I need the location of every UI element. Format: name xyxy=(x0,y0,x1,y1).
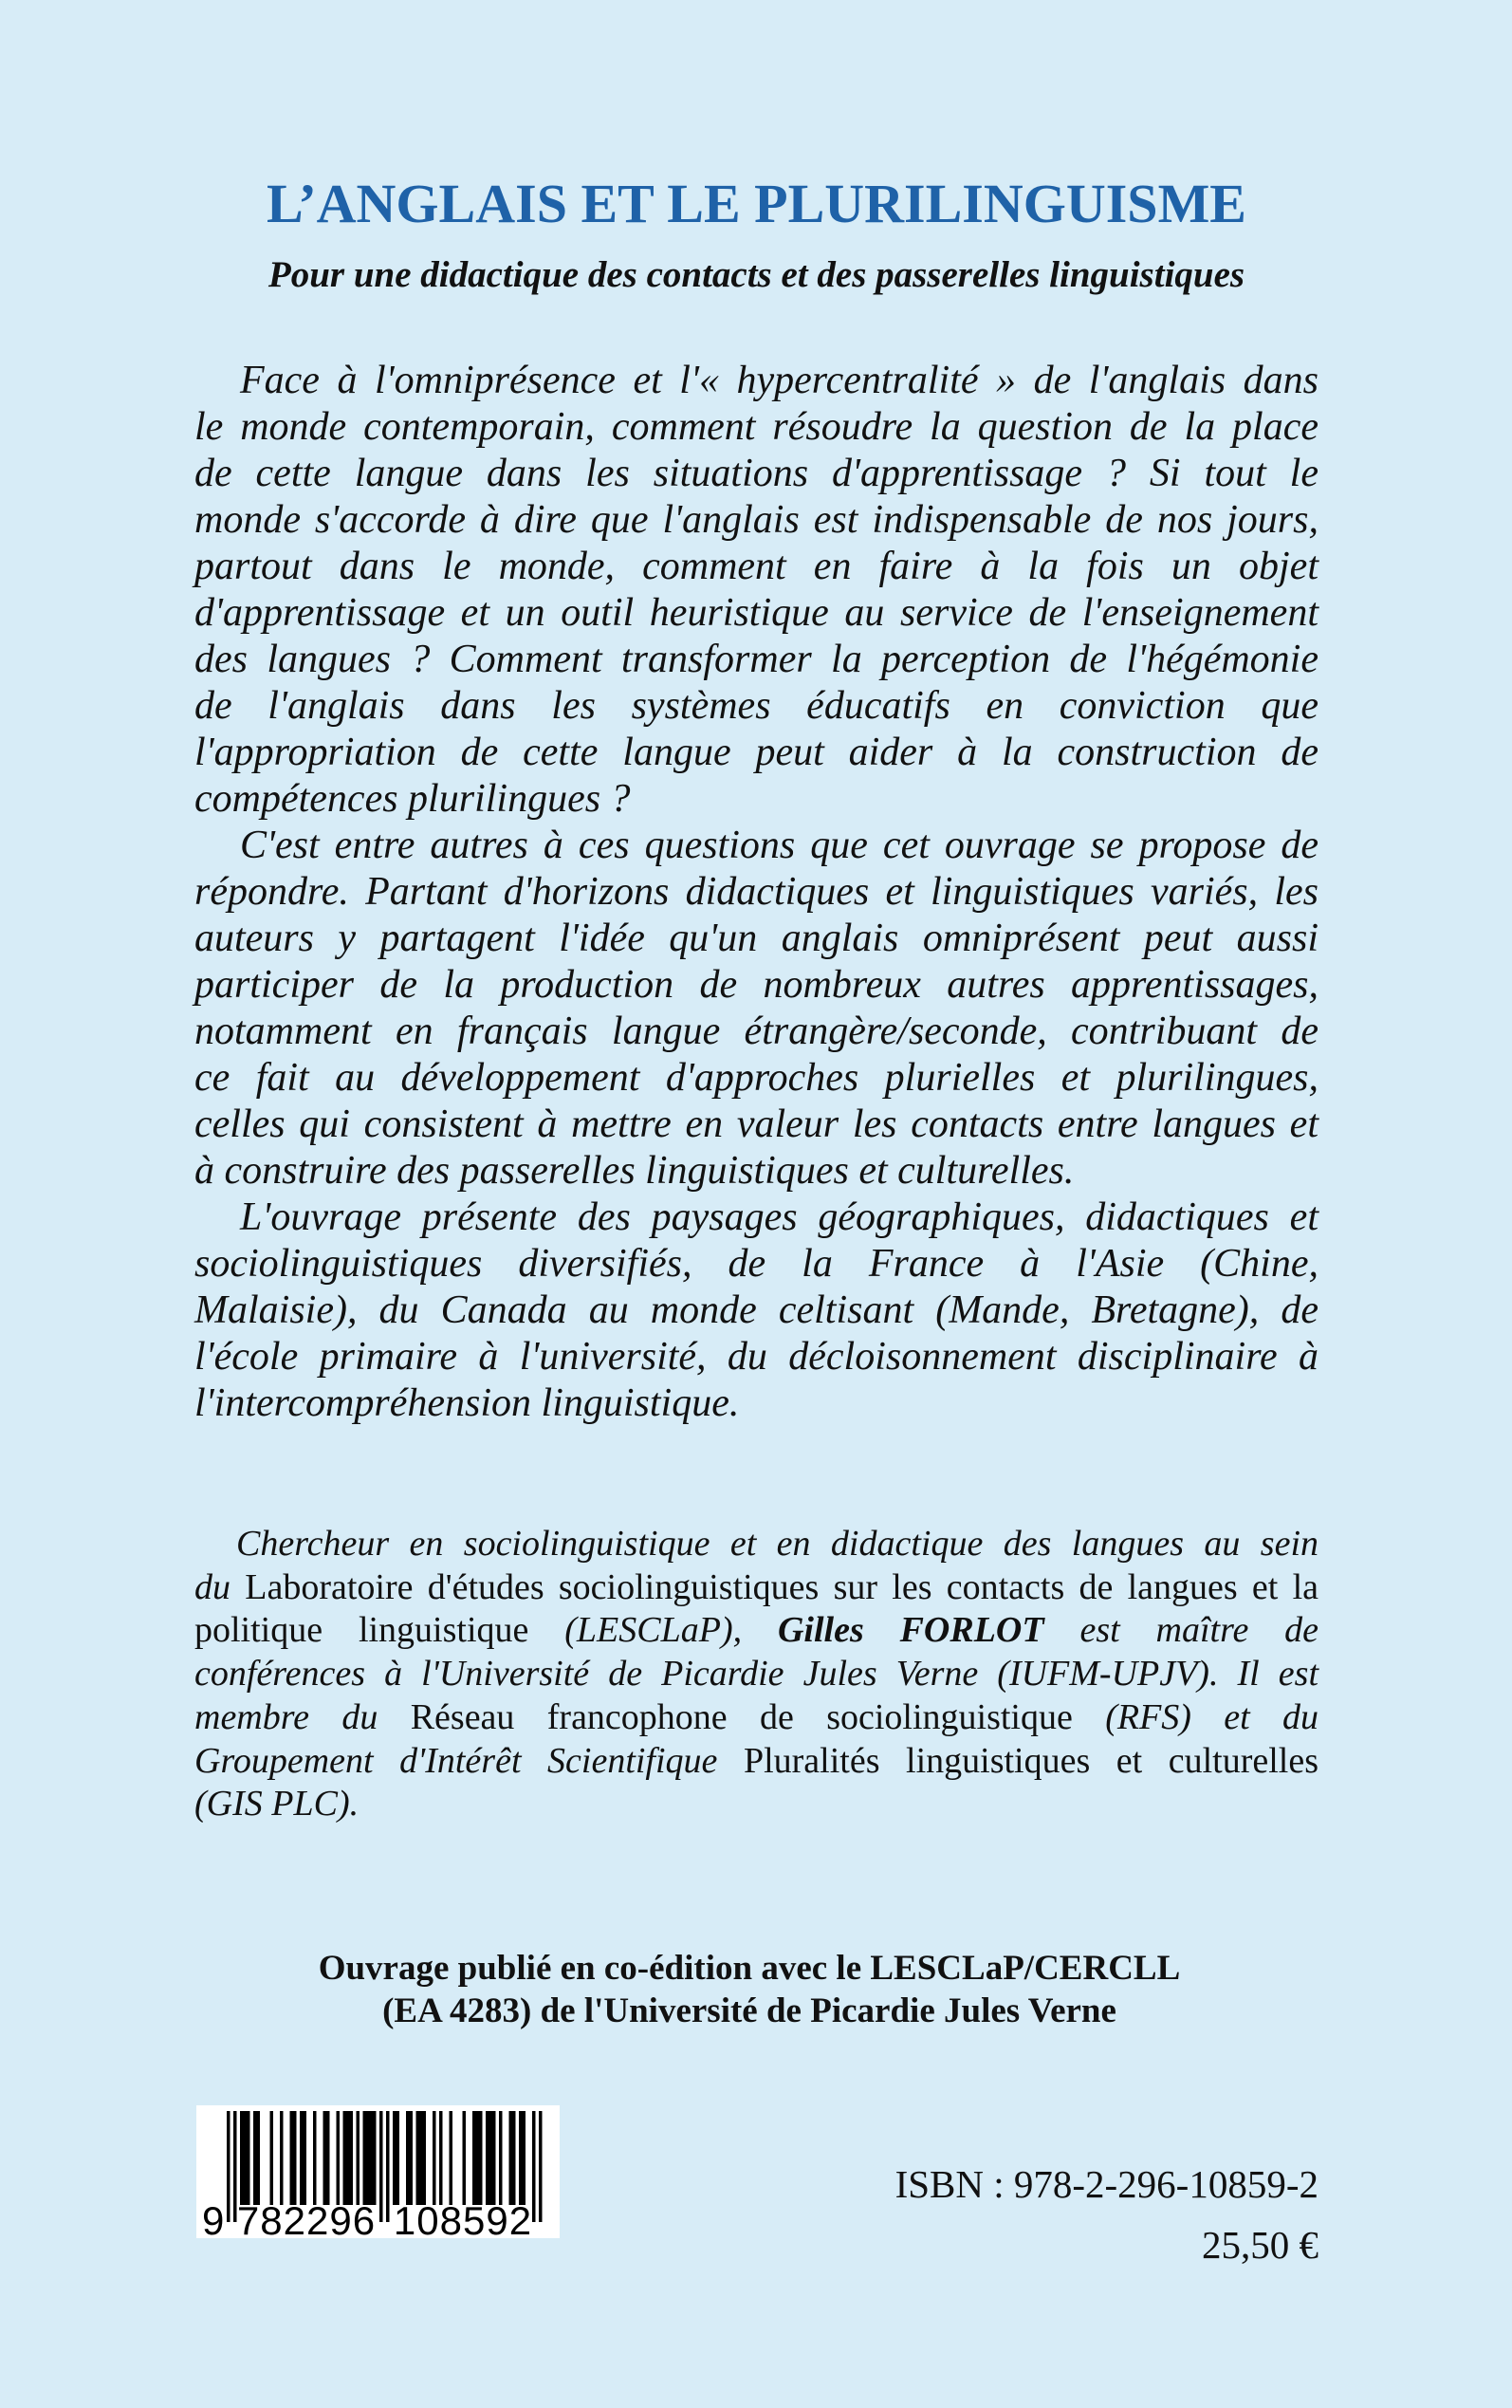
barcode-first-digit: 9 xyxy=(202,2198,226,2238)
bio-text: du xyxy=(194,1566,230,1607)
summary-line: participer de la production de nombreux autres apprentissages, xyxy=(194,963,1318,1007)
barcode-graphic xyxy=(196,2105,560,2238)
lab-name: Laboratoire d'études sociolinguistiques sur les contacts de langues et la xyxy=(245,1566,1318,1607)
network-name: Réseau francophone de sociolinguistique xyxy=(410,1696,1073,1737)
book-subtitle: Pour une didactique des contacts et des passerelles linguistiques xyxy=(267,254,1245,295)
summary-line: l'école primaire à l'université, du décloisonnement disciplinaire à xyxy=(194,1335,1318,1379)
barcode-guard-bar xyxy=(539,2111,543,2222)
barcode-bar xyxy=(433,2111,436,2205)
barcode-bar xyxy=(290,2111,297,2205)
summary-line: Face à l'omniprésence et l'« hypercentralité » de l'anglais dans xyxy=(240,359,1318,402)
barcode-bar xyxy=(357,2111,360,2205)
barcode-bar xyxy=(486,2111,496,2205)
publisher-note-line: Ouvrage publié en co-édition avec le LESCLaP/CERCLL xyxy=(318,1949,1181,1988)
bio-line xyxy=(194,1566,1318,1610)
group-name: Pluralités linguistiques et culturelles xyxy=(743,1740,1319,1781)
summary-line: d'apprentissage et un outil heuristique au service de l'enseignement xyxy=(194,591,1318,635)
barcode-bar xyxy=(406,2111,413,2205)
author-bio xyxy=(194,1523,1318,1826)
barcode-guard-bar xyxy=(532,2111,536,2222)
barcode-bar xyxy=(253,2111,260,2205)
barcode-bar xyxy=(416,2111,427,2205)
bio-text: (LESCLaP), xyxy=(564,1610,743,1651)
barcode-bar xyxy=(472,2111,483,2205)
barcode-bar xyxy=(499,2111,503,2205)
summary-line: monde s'accorde à dire que l'anglais est indispensable de nos jours, xyxy=(194,498,1318,542)
barcode-bar xyxy=(270,2111,274,2205)
summary-line: L'ouvrage présente des paysages géographiques, didactiques et xyxy=(240,1195,1318,1239)
bio-text: conférences à l'Université de Picardie Jules Verne (IUFM-UPJV). Il est xyxy=(194,1654,1318,1695)
summary-line: partout dans le monde, comment en faire à la fois un objet xyxy=(194,545,1318,588)
summary-line: ce fait au développement d'approches plurielles et plurilingues, xyxy=(194,1056,1318,1100)
barcode-left-digits: 782296 xyxy=(236,2198,377,2238)
barcode-right-digits: 108592 xyxy=(393,2198,533,2238)
summary-line: le monde contemporain, comment résoudre la question de la place xyxy=(194,405,1318,449)
summary-line: répondre. Partant d'horizons didactiques et linguistiques variés, les xyxy=(194,870,1318,914)
summary-line: à construire des passerelles linguistiques et culturelles. xyxy=(194,1149,1075,1193)
barcode-bar xyxy=(509,2111,516,2205)
summary-line: celles qui consistent à mettre en valeur les contacts entre langues et xyxy=(194,1102,1318,1146)
summary-line: C'est entre autres à ces questions que cet ouvrage se propose de xyxy=(240,824,1318,867)
bio-line xyxy=(194,1653,1318,1696)
barcode-guard-bar xyxy=(386,2111,390,2222)
publisher-note-line: (EA 4283) de l'Université de Picardie Jules Verne xyxy=(382,1991,1116,2030)
barcode-bar xyxy=(439,2111,443,2205)
barcode-bar xyxy=(323,2111,330,2205)
bio-line xyxy=(194,1783,1318,1826)
bio-text: Chercheur en sociolinguistique et en didactique des langues au sein xyxy=(236,1524,1318,1564)
summary-line: auteurs y partagent l'idée qu'un anglais omniprésent peut aussi xyxy=(194,917,1318,960)
summary-text xyxy=(194,358,1318,1427)
bio-text: membre du xyxy=(194,1696,378,1737)
summary-line: l'intercompréhension linguistique. xyxy=(194,1381,740,1425)
summary-line: notamment en français langue étrangère/seconde, contribuant de xyxy=(194,1010,1318,1053)
bio-line xyxy=(194,1523,1318,1566)
barcode-bar xyxy=(280,2111,284,2205)
summary-line: de cette langue dans les situations d'apprentissage ? Si tout le xyxy=(194,452,1318,495)
barcode-bar xyxy=(519,2111,526,2205)
summary-paragraph-3 xyxy=(194,1195,1318,1427)
barcode-bar xyxy=(363,2111,377,2205)
author-name: Gilles FORLOT xyxy=(777,1610,1044,1651)
barcode-guard-bar xyxy=(379,2111,383,2222)
barcode-bar xyxy=(393,2111,399,2205)
barcode-bar xyxy=(240,2111,250,2205)
summary-line: de l'anglais dans les systèmes éducatifs en conviction que xyxy=(194,684,1318,728)
barcode-bar xyxy=(313,2111,317,2205)
barcode-bar xyxy=(300,2111,306,2205)
summary-line: l'appropriation de cette langue peut aider à la construction de xyxy=(194,731,1318,774)
barcode-bar xyxy=(337,2111,341,2205)
barcode-bar xyxy=(343,2111,354,2205)
summary-line: compétences plurilingues ? xyxy=(194,777,631,821)
summary-line: Malaisie), du Canada au monde celtisant (Mande, Bretagne), de xyxy=(194,1288,1318,1332)
summary-line: sociolinguistiques diversifiés, de la France à l'Asie (Chine, xyxy=(194,1242,1318,1286)
bio-text: (RFS) et du xyxy=(1105,1696,1319,1737)
summary-paragraph-2 xyxy=(194,823,1318,1195)
isbn-number: ISBN : 978-2-296-10859-2 xyxy=(894,2162,1318,2206)
publisher-note xyxy=(194,1947,1304,2032)
summary-paragraph-1 xyxy=(194,358,1318,823)
bio-text: est maître de xyxy=(1079,1610,1319,1651)
barcode-bar xyxy=(463,2111,467,2205)
price: 25,50 € xyxy=(1202,2223,1318,2267)
barcode-guard-bar xyxy=(227,2111,230,2222)
bio-line xyxy=(194,1740,1318,1784)
lab-name: politique linguistique xyxy=(194,1610,529,1651)
barcode-bar xyxy=(450,2111,453,2205)
bio-text: Groupement d'Intérêt Scientifique xyxy=(194,1740,718,1781)
bio-line xyxy=(194,1609,1318,1653)
bio-line xyxy=(194,1696,1318,1740)
book-title: L’ANGLAIS ET LE PLURILINGUISME xyxy=(266,173,1246,234)
isbn-barcode xyxy=(196,2105,560,2238)
bio-text: (GIS PLC). xyxy=(194,1784,360,1825)
summary-line: des langues ? Comment transformer la perception de l'hégémonie xyxy=(194,638,1318,681)
